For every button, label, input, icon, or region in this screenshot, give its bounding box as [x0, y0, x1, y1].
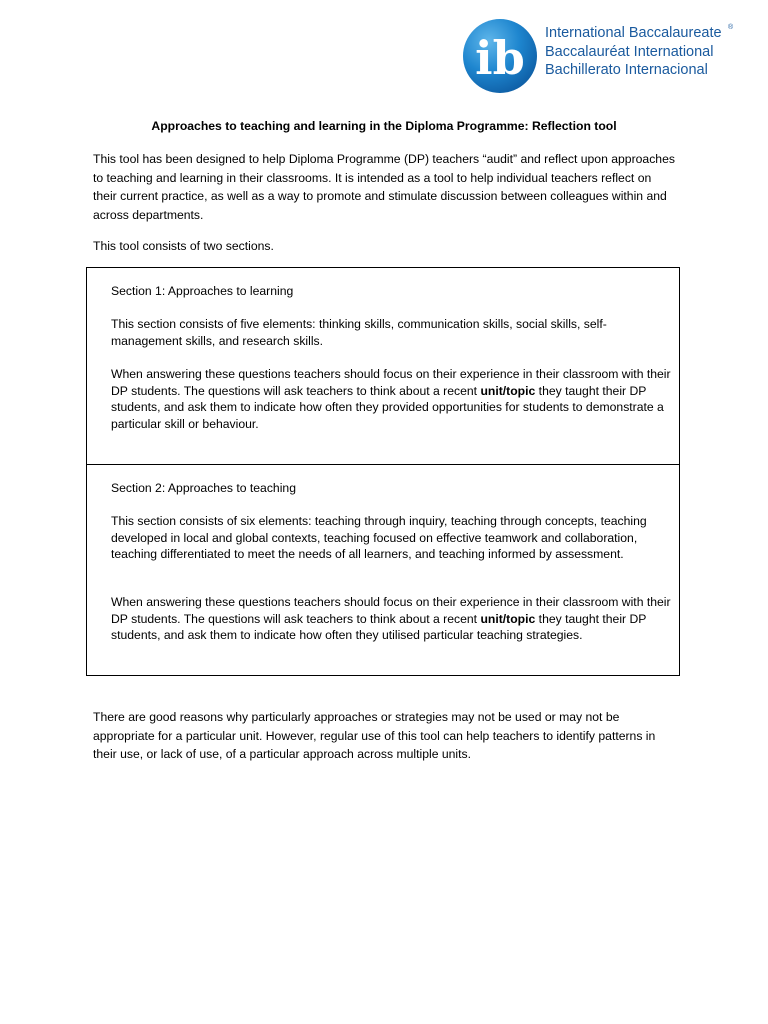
sections-box [86, 267, 680, 676]
logo-mark-text: ib [475, 31, 525, 85]
section-heading: Section 1: Approaches to learning [111, 284, 294, 298]
answering-text-part: they taught their DP students, and ask them to indicate how often they utilised particular teaching strategies. [111, 611, 647, 643]
section-approaches-to-learning [87, 268, 679, 465]
section-heading: Section 2: Approaches to teaching [111, 481, 296, 495]
answering-text-part: they taught their DP students, and ask them to indicate how often they provided opportunities for students to demonstrate a particular skill or behaviour. [111, 383, 664, 431]
ib-logo-icon [462, 18, 538, 94]
org-name-es: Bachillerato Internacional [545, 62, 708, 78]
closing-paragraph: There are good reasons why particularly approaches or strategies may not be used or may not be appropriate for a particular unit. However, regular use of this tool can help teachers to identify patterns in their use, or lack of use, of a particular approach across multiple units. [93, 710, 656, 761]
section-answering-text [111, 594, 677, 644]
answering-text-bold: unit/topic [480, 611, 536, 626]
ib-logo [462, 16, 752, 96]
answering-text-bold: unit/topic [480, 383, 536, 398]
answering-text-part: When answering these questions teachers should focus on their experience in their classroom with their DP students. The questions will ask teachers to think about a recent [111, 595, 671, 626]
section-approaches-to-teaching [87, 465, 679, 675]
document-title: Approaches to teaching and learning in the Diploma Programme: Reflection tool [151, 119, 617, 133]
org-name-fr: Baccalauréat International [545, 43, 714, 60]
section-elements-text: This section consists of six elements: teaching through inquiry, teaching through concepts, teaching developed in local and global contexts, teaching focused on effective teamwork and collaboration, teaching differentiated to meet the needs of all learners, and teaching informed by assessment. [111, 514, 647, 562]
section-elements-text: This section consists of five elements: thinking skills, communication skills, social skills, self-management skills, and research skills. [111, 317, 607, 348]
org-name-en: International Baccalaureate [545, 25, 722, 41]
org-names [545, 24, 722, 80]
answering-text-part: When answering these questions teachers should focus on their experience in their classroom with their DP students. The questions will ask teachers to think about a recent [111, 367, 671, 398]
intro-paragraph: This tool has been designed to help Diploma Programme (DP) teachers “audit” and reflect upon approaches to teaching and learning in their classrooms. It is intended as a tool to help individual teachers reflect on their current practice, as well as a way to promote and stimulate discussion between colleagues within and across departments. [93, 152, 675, 222]
section-answering-text [111, 366, 677, 432]
registered-mark: ® [728, 24, 734, 31]
sections-summary: This tool consists of two sections. [93, 239, 274, 253]
